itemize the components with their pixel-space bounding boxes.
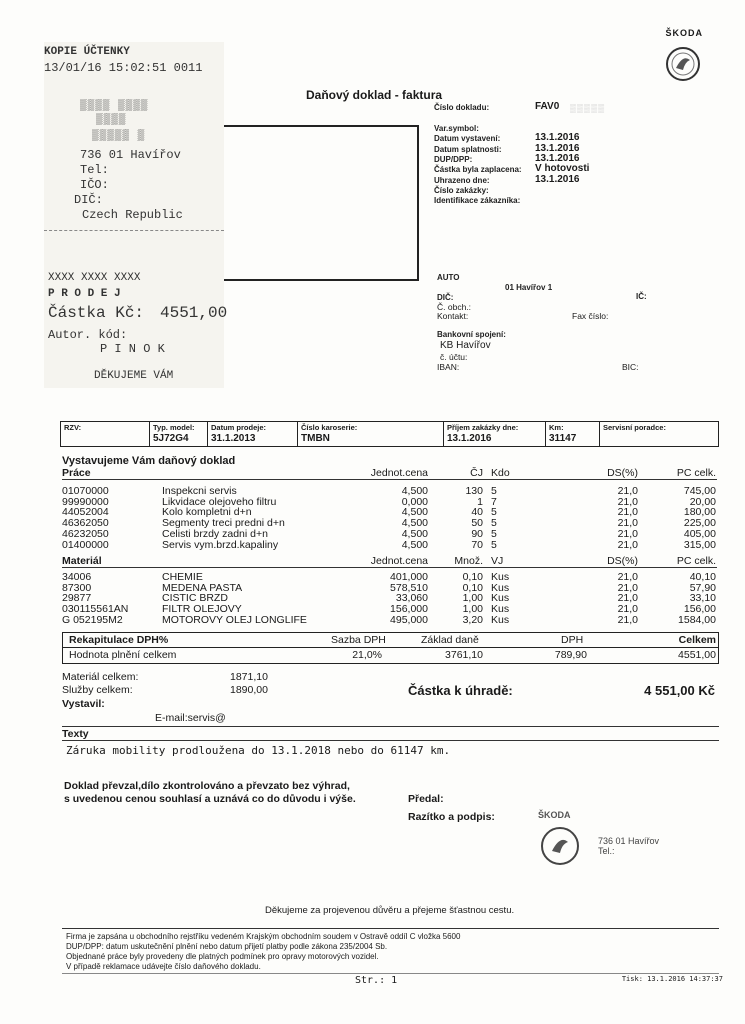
- doc-info-label: Identifikace zákazníka:: [434, 196, 521, 206]
- customer-address-box: [224, 125, 419, 281]
- item-total: 20,00: [689, 495, 716, 508]
- dealer-cobch-label: Č. obch.:: [437, 302, 472, 312]
- item-code: 87300: [62, 581, 92, 594]
- item-quantity: 0,10: [462, 571, 483, 583]
- doc-info-label: Číslo zakázky:: [434, 185, 489, 195]
- footer-line: DUP/DPP: datum uskutečnění plnění nebo datum přijetí platby podle zákona 235/2004 Sb.: [66, 942, 388, 951]
- thank-you-text: Děkujeme za projevenou důvěru a přejeme šťastnou cestu.: [265, 905, 515, 916]
- prace-header: Práce: [62, 467, 91, 479]
- material-header-price: Jednot.cena: [370, 555, 428, 567]
- item-total: 156,00: [683, 603, 716, 616]
- material-header-qty: Množ.: [454, 555, 483, 567]
- receipt-amount: 4551,00: [160, 304, 228, 322]
- item-unit: Kus: [491, 592, 510, 605]
- dealer-bank: KB Havířov: [440, 340, 491, 351]
- doc-info-label: Datum splatnosti:: [434, 144, 502, 154]
- item-description: Servis vym.brzd.kapaliny: [162, 538, 279, 551]
- item-quantity: 90: [471, 527, 483, 540]
- item-code: 34006: [62, 571, 92, 583]
- item-unit: 5: [491, 538, 497, 551]
- footer-line: Firma je zapsána u obchodního rejstříku vedeném Krajským obchodním soudem v Ostravě oddíl C vložka 5600: [66, 932, 461, 941]
- item-code: 99990000: [62, 495, 109, 508]
- material-header: Materiál: [62, 555, 102, 567]
- vat-base: 3761,10: [445, 649, 483, 661]
- dealer-dic-label: DIČ:: [437, 293, 454, 302]
- dealer-name: AUTO: [437, 273, 460, 282]
- receipt-autor-label: Autor. kód:: [48, 328, 128, 342]
- item-total: 405,00: [683, 527, 716, 540]
- item-vat-rate: 21,0: [617, 517, 638, 530]
- cell-prijem: Příjem zakázky dne: 13.1.2016: [443, 422, 546, 446]
- vat-summary-table: [62, 632, 719, 664]
- item-code: G 052195M2: [62, 613, 123, 626]
- dealer-kontakt-label: Kontakt:: [437, 311, 469, 321]
- receipt-card: XXXX XXXX XXXX: [48, 272, 141, 284]
- item-total: 225,00: [683, 517, 716, 530]
- item-quantity: 1: [477, 495, 483, 508]
- doc-info-label: Uhrazeno dne:: [434, 175, 490, 185]
- services-total-label: Služby celkem:: [62, 684, 133, 696]
- item-description: MEDENA PASTA: [162, 581, 243, 594]
- vat-total-header: Celkem: [678, 634, 716, 646]
- document-title: Daňový doklad - faktura: [306, 88, 443, 102]
- prace-header-vat: DS(%): [607, 467, 638, 479]
- item-unit: 7: [491, 495, 497, 508]
- material-header-unit: VJ: [491, 555, 504, 567]
- dealer-bic-label: BIC:: [622, 362, 639, 372]
- item-description: MOTOROVY OLEJ LONGLIFE: [162, 613, 307, 626]
- item-unit-price: 4,500: [401, 485, 428, 497]
- item-description: Kolo kompletni d+n: [162, 506, 252, 519]
- item-unit-price: 156,000: [390, 603, 428, 616]
- item-unit: Kus: [491, 613, 510, 626]
- item-unit: 5: [491, 506, 497, 519]
- amount-due-label: Částka k úhradě:: [408, 683, 513, 698]
- receipt-datetime: 13/01/16 15:02:51 0011: [44, 61, 203, 75]
- vat-row-label: Hodnota plnění celkem: [69, 649, 177, 661]
- cell-poradce: Servisní poradce:: [599, 422, 718, 446]
- cell-karoserie: Číslo karoserie: TMBN: [297, 422, 444, 446]
- item-total: 1584,00: [678, 613, 716, 626]
- doc-info-value: 13.1.2016: [535, 152, 580, 164]
- texts-label: Texty: [62, 728, 89, 740]
- legal-footer: [66, 932, 460, 972]
- item-unit-price: 0,000: [401, 495, 428, 508]
- vat-rate: 21,0%: [352, 649, 382, 661]
- item-unit-price: 4,500: [401, 538, 428, 551]
- prace-header-price: Jednot.cena: [370, 467, 428, 479]
- item-code: 46362050: [62, 517, 109, 530]
- doc-info-label: DUP/DPP:: [434, 154, 473, 164]
- item-total: 745,00: [683, 485, 716, 497]
- vehicle-info-table: [60, 421, 719, 447]
- handed-over-label: Předal:: [408, 793, 444, 805]
- header-divider: [62, 479, 717, 480]
- receipt-type: P R O D E J: [48, 288, 121, 300]
- item-quantity: 70: [471, 538, 483, 551]
- receipt-tel-label: Tel:: [80, 163, 109, 177]
- services-total: 1890,00: [230, 684, 268, 696]
- stamp-city: 736 01 Havířov: [598, 836, 660, 846]
- doc-info-label: Částka byla zaplacena:: [434, 165, 522, 175]
- header-divider: [62, 567, 717, 568]
- doc-info-label: Datum vystavení:: [434, 134, 501, 144]
- receipt-city: 736 01 Havířov: [80, 148, 181, 162]
- item-unit: 5: [491, 485, 497, 497]
- print-timestamp: Tisk: 13.1.2016 14:37:37: [621, 975, 723, 983]
- item-vat-rate: 21,0: [617, 538, 638, 551]
- cell-km: Km: 31147: [545, 422, 600, 446]
- item-quantity: 0,10: [462, 581, 483, 594]
- doc-number-label: Číslo dokladu:: [434, 103, 490, 112]
- receipt-country: Czech Republic: [82, 208, 183, 222]
- dealer-iban-label: IBAN:: [437, 362, 460, 372]
- item-vat-rate: 21,0: [617, 613, 638, 626]
- footer-divider: [62, 973, 719, 974]
- item-total: 33,10: [689, 592, 716, 605]
- material-total-label: Materiál celkem:: [62, 671, 139, 683]
- acceptance-text-1: Doklad převzal,dílo zkontrolováno a převzato bez výhrad,: [64, 780, 350, 792]
- stamp-brand: ŠKODA: [538, 810, 571, 820]
- item-description: Likvidace olejoveho filtru: [162, 495, 277, 508]
- item-description: Celisti brzdy zadni d+n: [162, 527, 268, 540]
- vat-base-header: Základ daně: [421, 634, 479, 646]
- intro-text: Vystavujeme Vám daňový doklad: [62, 455, 236, 467]
- doc-number: FAV0: [535, 101, 560, 112]
- prace-header-total: PC celk.: [676, 467, 716, 479]
- receipt-ico-label: IČO:: [80, 178, 109, 192]
- item-total: 315,00: [683, 538, 716, 551]
- receipt-amount-label: Částka Kč:: [48, 304, 145, 322]
- item-vat-rate: 21,0: [617, 495, 638, 508]
- item-vat-rate: 21,0: [617, 592, 638, 605]
- item-unit-price: 495,000: [390, 613, 428, 626]
- stamp-signature-label: Razítko a podpis:: [408, 811, 495, 823]
- card-receipt: KOPIE ÚČTENKY 13/01/16 15:02:51 0011 ▒▒▒▒ ▒▒▒▒ ▒▒▒▒ ▒▒▒▒▒ ▒ 736 01 Havířov Tel: IČO: DIČ: Czech Republic XXXX XXXX XXXX P R O D E J Částka Kč: 4551,00 Autor. kód: P I N O K DĚKUJEME VÁM: [44, 42, 224, 388]
- vat-rate-header: Sazba DPH: [331, 634, 386, 646]
- item-code: 44052004: [62, 506, 109, 519]
- page-number: Str.: 1: [355, 975, 398, 986]
- item-quantity: 40: [471, 506, 483, 519]
- item-quantity: 1,00: [462, 603, 483, 616]
- material-total: 1871,10: [230, 671, 268, 683]
- doc-info-value: 13.1.2016: [535, 142, 580, 154]
- item-unit: Kus: [491, 571, 510, 583]
- item-description: Inspekcni servis: [162, 485, 237, 497]
- item-code: 030115561AN: [62, 603, 129, 616]
- stamp-logo-icon: [540, 826, 580, 866]
- item-code: 01400000: [62, 538, 109, 551]
- divider: [62, 726, 719, 727]
- item-vat-rate: 21,0: [617, 527, 638, 540]
- item-unit-price: 33,060: [395, 592, 428, 605]
- doc-info-value: 13.1.2016: [535, 173, 580, 185]
- receipt-pin: P I N O K: [100, 342, 165, 356]
- vat-total: 4551,00: [678, 649, 716, 661]
- material-header-vat: DS(%): [607, 555, 638, 567]
- dealer-ic-label: IČ:: [636, 292, 647, 301]
- item-vat-rate: 21,0: [617, 485, 638, 497]
- item-quantity: 1,00: [462, 592, 483, 605]
- receipt-thanks: DĚKUJEME VÁM: [94, 370, 174, 382]
- prace-header-unit: Kdo: [491, 467, 510, 479]
- vat-amount-header: DPH: [561, 634, 584, 646]
- item-vat-rate: 21,0: [617, 571, 638, 583]
- amount-due: 4 551,00 Kč: [644, 683, 715, 698]
- item-unit: Kus: [491, 581, 510, 594]
- item-unit-price: 4,500: [401, 517, 428, 530]
- item-description: CHEMIE: [162, 571, 203, 583]
- vat-amount: 789,90: [554, 649, 587, 661]
- receipt-divider: [44, 230, 224, 231]
- item-total: 57,90: [689, 581, 716, 594]
- divider: [62, 740, 719, 741]
- receipt-dic-label: DIČ:: [74, 193, 103, 207]
- item-code: 29877: [62, 592, 92, 605]
- vat-header-label: Rekapitulace DPH%: [69, 634, 169, 646]
- footer-line: V případě reklamace udávejte číslo daňového dokladu.: [66, 962, 261, 971]
- item-vat-rate: 21,0: [617, 506, 638, 519]
- doc-info-value: 13.1.2016: [535, 132, 580, 144]
- skoda-logo-icon: [665, 46, 701, 82]
- email-label: E-mail:servis@: [155, 712, 226, 724]
- item-quantity: 3,20: [462, 613, 483, 626]
- item-vat-rate: 21,0: [617, 581, 638, 594]
- material-header-total: PC celk.: [676, 555, 716, 567]
- dealer-account-label: č. účtu:: [440, 352, 468, 362]
- dealer-fax-label: Fax číslo:: [572, 311, 609, 321]
- item-quantity: 130: [465, 485, 483, 497]
- item-unit: 5: [491, 517, 497, 530]
- warranty-note: Záruka mobility prodloužena do 13.1.2018 nebo do 61147 km.: [66, 744, 451, 757]
- footer-divider: [62, 928, 719, 929]
- item-description: Segmenty treci predni d+n: [162, 517, 285, 530]
- doc-info-label: Var.symbol:: [434, 124, 479, 133]
- item-unit: Kus: [491, 603, 510, 616]
- dealer-bank-label: Bankovní spojení:: [437, 330, 506, 339]
- item-unit-price: 401,000: [390, 571, 428, 583]
- item-unit-price: 578,510: [390, 581, 428, 594]
- footer-line: Objednané práce byly provedeny dle platných podmínek pro opravy motorových vozidel.: [66, 952, 379, 961]
- receipt-header: KOPIE ÚČTENKY: [44, 46, 130, 58]
- item-description: CISTIC BRZD: [162, 592, 228, 605]
- item-unit-price: 4,500: [401, 527, 428, 540]
- issued-by-label: Vystavil:: [62, 698, 105, 710]
- item-description: FILTR OLEJOVY: [162, 603, 242, 616]
- item-vat-rate: 21,0: [617, 603, 638, 616]
- cell-typ: Typ. model: 5J72G4: [149, 422, 208, 446]
- acceptance-text-2: s uvedenou cenou souhlasí a uznává co do důvodu i výše.: [64, 793, 356, 805]
- item-unit-price: 4,500: [401, 506, 428, 519]
- brand-name: ŠKODA: [665, 28, 703, 38]
- cell-datum: Datum prodeje: 31.1.2013: [207, 422, 298, 446]
- prace-header-qty: ČJ: [470, 467, 483, 479]
- item-quantity: 50: [471, 517, 483, 530]
- item-unit: 5: [491, 527, 497, 540]
- dealer-address: 01 Havířov 1: [505, 283, 553, 292]
- item-total: 180,00: [683, 506, 716, 519]
- item-code: 46232050: [62, 527, 109, 540]
- cell-rzv: RZV:: [64, 423, 82, 432]
- stamp-tel: Tel.:: [598, 846, 615, 856]
- doc-info-value: V hotovosti: [535, 163, 590, 175]
- item-total: 40,10: [689, 571, 716, 583]
- item-code: 01070000: [62, 485, 109, 497]
